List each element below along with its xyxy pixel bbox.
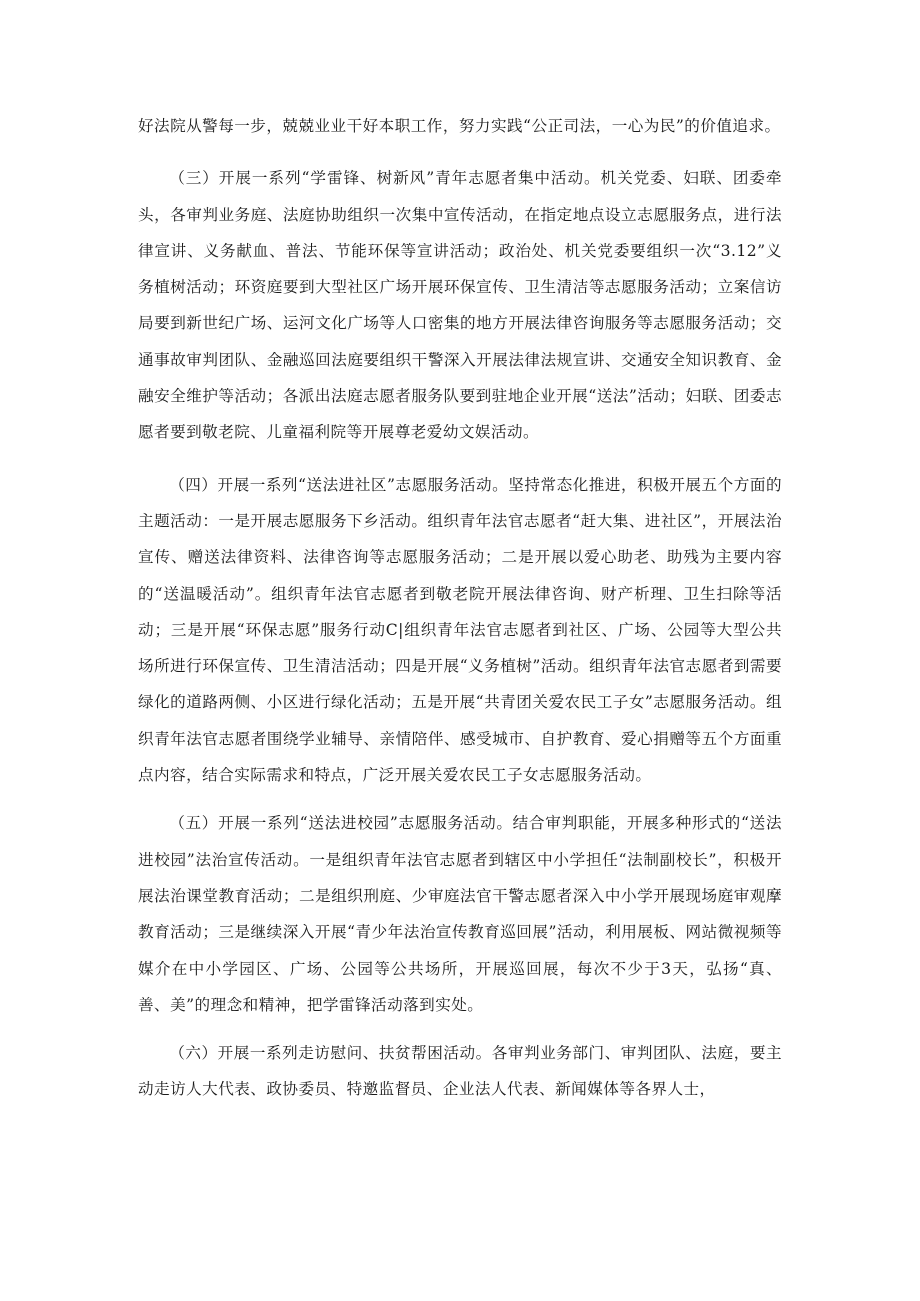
paragraph-gap bbox=[138, 144, 782, 160]
paragraph-gap bbox=[138, 451, 782, 467]
paragraph-gap bbox=[138, 1023, 782, 1035]
paragraph-continuation: 好法院从警每一步，兢兢业业干好本职工作，努力实践“公正司法，一心为民”的价值追求。 bbox=[138, 117, 781, 135]
paragraph-gap bbox=[138, 793, 782, 805]
paragraph-section-3: （三）开展一系列“学雷锋、树新风”青年志愿者集中活动。机关党委、妇联、团委牵头，各审判业务庭、法庭协助组织一次集中宣传活动，在指定地点设立志愿服务点，进行法律宣讲、义务献血、普法、节能环保等宣讲活动；政治处、机关党委要组织一次“3.12”义务植树活动；环资庭要到大型社区广场开展环保宣传、卫生清洁等志愿服务活动；立案信访局要到新世纪广场、运河文化广场等人口密集的地方开展法律咨询服务等志愿服务活动；交通事故审判团队、金融巡回法庭要组织干警深入开展法律法规宣讲、交通安全知识教育、金融安全维护等活动；各派出法庭志愿者服务队要到驻地企业开展“送法”活动；妇联、团委志愿者要到敬老院、儿童福利院等开展尊老爱幼文娱活动。 bbox=[138, 169, 782, 442]
paragraph-section-5: （五）开展一系列“送法进校园”志愿服务活动。结合审判职能，开展多种形式的“送法进校园”法治宣传活动。一是组织青年法官志愿者到辖区中小学担任“法制副校长”，积极开展法治课堂教育活动；二是组织刑庭、少审庭法官干警志愿者深入中小学开展现场庭审观摩教育活动；三是继续深入开展“青少年法治宣传教育巡回展”活动，利用展板、网站微视频等媒介在中小学园区、广场、公园等公共场所，开展巡回展，每次不少于3天，弘扬“真、善、美”的理念和精神，把学雷锋活动落到实处。 bbox=[138, 814, 782, 1014]
paragraph-section-4: （四）开展一系列“送法进社区”志愿服务活动。坚持常态化推进，积极开展五个方面的主题活动：一是开展志愿服务下乡活动。组织青年法官志愿者“赶大集、进社区”，开展法治宣传、赠送法律资料、法律咨询等志愿服务活动；二是开展以爱心助老、助残为主要内容的“送温暖活动”。组织青年法官志愿者到敬老院开展法律咨询、财产析理、卫生扫除等活动；三是开展“环保志愿”服务行动C|组织青年法官志愿者到社区、广场、公园等大型公共场所进行环保宣传、卫生清洁活动；四是开展“义务植树”活动。组织青年法官志愿者到需要绿化的道路两侧、小区进行绿化活动；五是开展“共青团关爱农民工子女”志愿服务活动。组织青年法官志愿者围绕学业辅导、亲情陪伴、感受城市、自护教育、爱心捐赠等五个方面重点内容，结合实际需求和特点，广泛开展关爱农民工子女志愿服务活动。 bbox=[138, 475, 782, 785]
paragraph-section-6: （六）开展一系列走访慰问、扶贫帮困活动。各审判业务部门、审判团队、法庭，要主动走访人大代表、政协委员、特邀监督员、企业法人代表、新闻媒体等各界人士， bbox=[138, 1044, 782, 1099]
document-body bbox=[138, 108, 782, 1108]
